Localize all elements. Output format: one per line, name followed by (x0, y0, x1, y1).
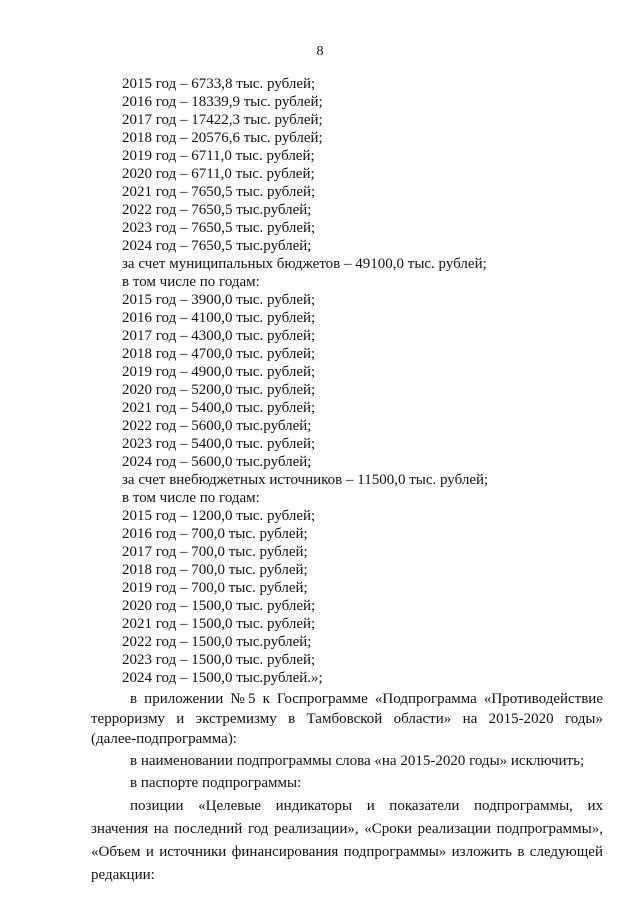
section-subheading: в том числе по годам: (122, 490, 260, 506)
year-line: 2015 год – 6733,8 тыс. рублей; (122, 76, 316, 92)
year-line: 2020 год – 1500,0 тыс. рублей; (122, 598, 316, 614)
paragraph-line (91, 820, 603, 838)
paragraph-line: в паспорте подпрограммы: (130, 775, 302, 791)
year-line: 2023 год – 1500,0 тыс. рублей; (122, 652, 316, 668)
year-line: 2022 год – 7650,5 тыс.рублей; (122, 202, 312, 218)
paragraph-text: позиции «Целевые индикаторы и показатели подпрограммы, их (130, 798, 603, 814)
year-line: 2024 год – 5600,0 тыс.рублей; (122, 454, 312, 470)
paragraph-text: значения на последний год реализации», «Сроки реализации подпрограммы», (91, 821, 603, 837)
year-line: 2018 год – 20576,6 тыс. рублей; (122, 130, 323, 146)
year-line: 2015 год – 3900,0 тыс. рублей; (122, 292, 316, 308)
year-line: 2016 год – 4100,0 тыс. рублей; (122, 310, 316, 326)
year-line: 2021 год – 7650,5 тыс. рублей; (122, 184, 316, 200)
year-line: 2021 год – 1500,0 тыс. рублей; (122, 616, 316, 632)
year-line: 2017 год – 4300,0 тыс. рублей; (122, 328, 316, 344)
paragraph-line: (далее-подпрограмма): (91, 731, 237, 747)
paragraph-line: в наименовании подпрограммы слова «на 2015-2020 годы» исключить; (130, 753, 585, 769)
year-line: 2021 год – 5400,0 тыс. рублей; (122, 400, 316, 416)
section-subheading: в том числе по годам: (122, 274, 260, 290)
paragraph-text: в приложении №5 к Госпрограмме «Подпрограмма «Противодействие (130, 691, 603, 707)
paragraph-line (130, 690, 603, 708)
year-line: 2016 год – 700,0 тыс. рублей; (122, 526, 308, 542)
section-heading: за счет муниципальных бюджетов – 49100,0 тыс. рублей; (122, 256, 487, 272)
paragraph-line (91, 843, 603, 861)
year-line: 2018 год – 700,0 тыс. рублей; (122, 562, 308, 578)
paragraph-line (91, 710, 603, 728)
year-line: 2015 год – 1200,0 тыс. рублей; (122, 508, 316, 524)
year-line: 2020 год – 6711,0 тыс. рублей; (122, 166, 315, 182)
year-line: 2017 год – 17422,3 тыс. рублей; (122, 112, 323, 128)
section-heading: за счет внебюджетных источников – 11500,0 тыс. рублей; (122, 472, 489, 488)
year-line: 2019 год – 6711,0 тыс. рублей; (122, 148, 315, 164)
paragraph-text: «Объем и источники финансирования подпрограммы» изложить в следующей (91, 844, 603, 860)
page-number: 8 (316, 44, 324, 59)
paragraph-line: редакции: (91, 867, 155, 883)
year-line: 2018 год – 4700,0 тыс. рублей; (122, 346, 316, 362)
year-line: 2016 год – 18339,9 тыс. рублей; (122, 94, 323, 110)
year-line: 2019 год – 700,0 тыс. рублей; (122, 580, 308, 596)
paragraph-text: терроризму и экстремизму в Тамбовской области» на 2015-2020 годы» (91, 711, 603, 727)
year-line: 2020 год – 5200,0 тыс. рублей; (122, 382, 316, 398)
year-line: 2017 год – 700,0 тыс. рублей; (122, 544, 308, 560)
year-line: 2022 год – 5600,0 тыс.рублей; (122, 418, 312, 434)
year-line: 2023 год – 5400,0 тыс. рублей; (122, 436, 316, 452)
year-line: 2023 год – 7650,5 тыс. рублей; (122, 220, 316, 236)
year-line: 2024 год – 7650,5 тыс.рублей; (122, 238, 312, 254)
year-line: 2024 год – 1500,0 тыс.рублей.»; (122, 670, 323, 686)
paragraph-line (130, 797, 603, 815)
year-line: 2022 год – 1500,0 тыс.рублей; (122, 634, 312, 650)
year-line: 2019 год – 4900,0 тыс. рублей; (122, 364, 316, 380)
